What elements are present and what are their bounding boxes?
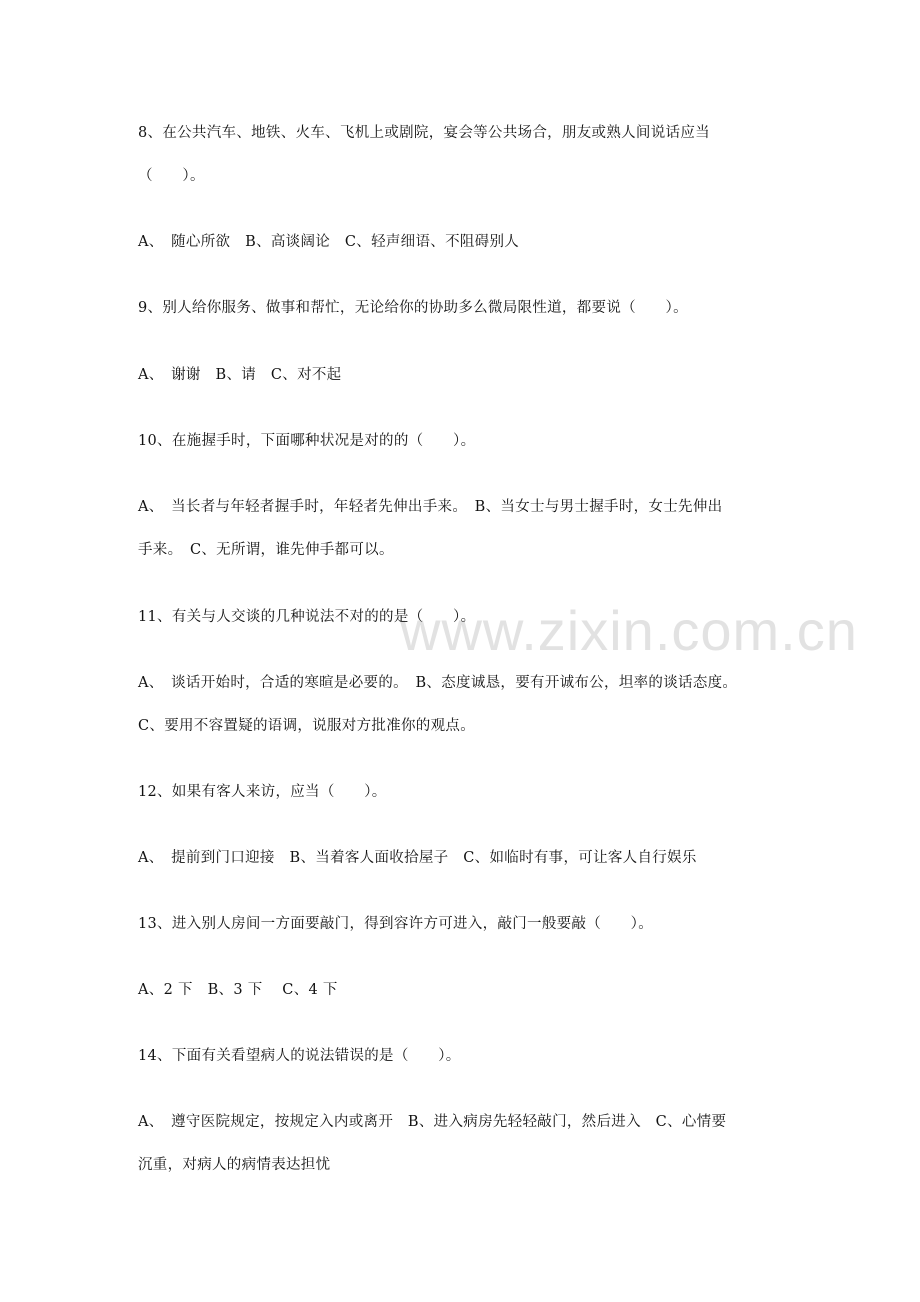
question-8-stem: 8、在公共汽车、地铁、火车、飞机上或剧院，宴会等公共场合，朋友或熟人间说话应当	[138, 125, 710, 141]
question-10-options-line-1: A、 当长者与年轻者握手时，年轻者先伸出手来。 B、当女士与男士握手时，女士先伸出	[138, 499, 723, 515]
question-14-stem: 14、下面有关看望病人的说法错误的是（ ）。	[138, 1048, 461, 1064]
question-9-options: A、 谢谢 B、请 C、对不起	[138, 367, 342, 383]
question-13-options: A、2 下 B、3 下 C、4 下	[138, 982, 338, 998]
question-8-options: A、 随心所欲 B、高谈阔论 C、轻声细语、不阻碍别人	[138, 234, 520, 250]
question-13-stem: 13、进入别人房间一方面要敲门，得到容许方可进入，敲门一般要敲（ ）。	[138, 916, 653, 932]
question-11-stem: 11、有关与人交谈的几种说法不对的的是（ ）。	[138, 609, 476, 625]
question-12-stem: 12、如果有客人来访，应当（ ）。	[138, 784, 387, 800]
question-10-options-line-2: 手来。 C、无所谓，谁先伸手都可以。	[138, 542, 394, 558]
question-8-blank: （ ）。	[138, 168, 205, 184]
question-11-options-line-2: C、要用不容置疑的语调，说服对方批准你的观点。	[138, 718, 475, 734]
watermark: www.zixin.com.cn	[400, 599, 858, 662]
question-14-options-line-1: A、 遵守医院规定，按规定入内或离开 B、进入病房先轻轻敲门，然后进入 C、心情要	[138, 1114, 727, 1130]
question-11-options-line-1: A、 谈话开始时，合适的寒暄是必要的。 B、态度诚恳，要有开诚布公，坦率的谈话态度。	[138, 675, 738, 691]
question-10-stem: 10、在施握手时，下面哪种状况是对的的（ ）。	[138, 433, 476, 449]
question-9-stem: 9、别人给你服务、做事和帮忙，无论给你的协助多么微局限性道，都要说（ ）。	[138, 300, 688, 316]
question-14-options-line-2: 沉重，对病人的病情表达担忧	[138, 1157, 331, 1173]
question-12-options: A、 提前到门口迎接 B、当着客人面收拾屋子 C、如临时有事，可让客人自行娱乐	[138, 850, 697, 866]
